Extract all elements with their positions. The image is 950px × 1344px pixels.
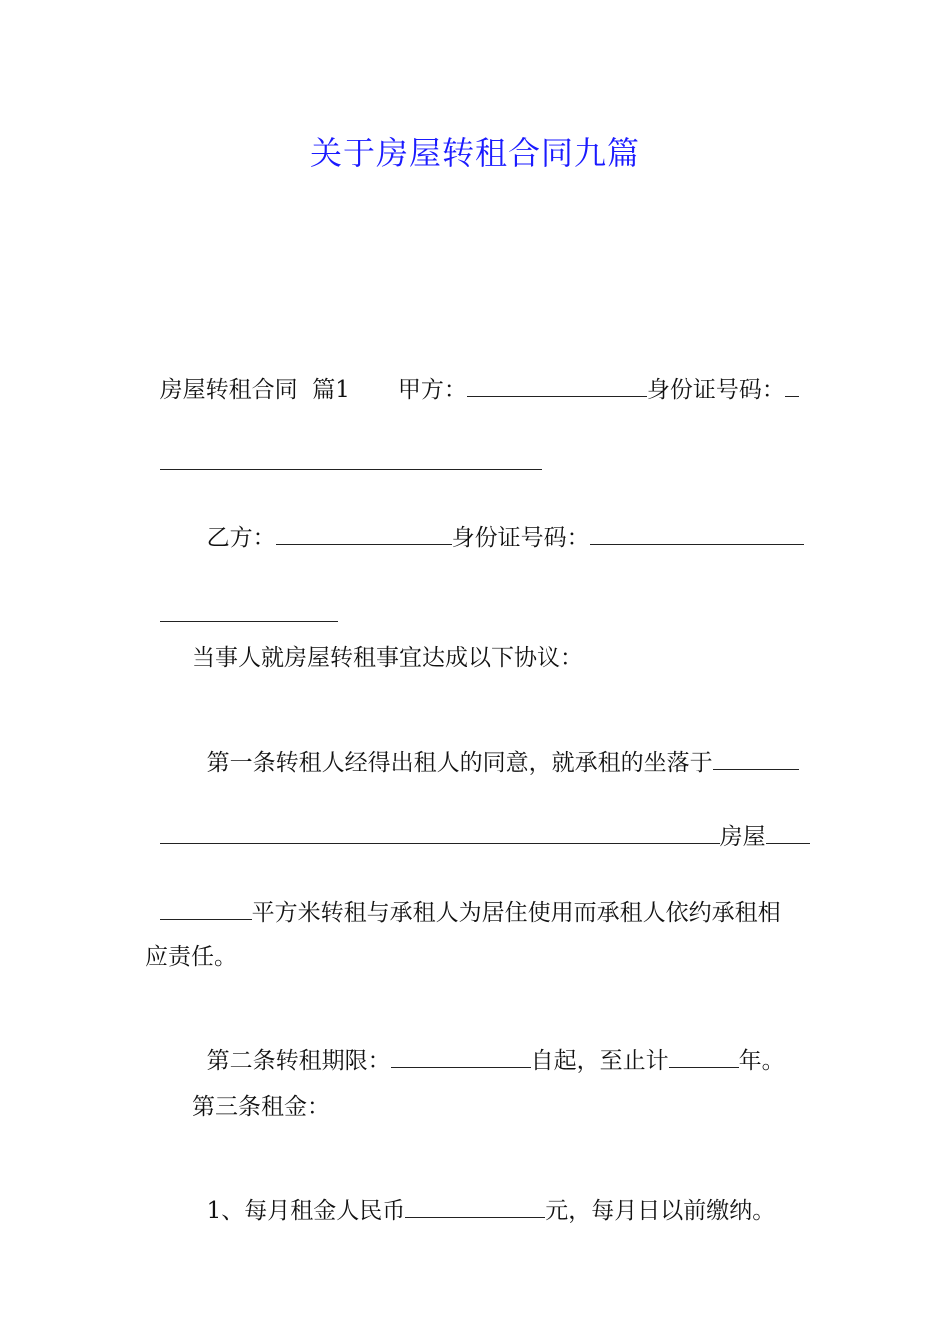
- article-1-line-4: 应责任。: [145, 944, 237, 970]
- article-2-label: 第二条转租期限：: [206, 1048, 391, 1074]
- article-1-line-1: [192, 718, 810, 778]
- party-a-name-blank: [467, 376, 647, 397]
- area-blank: [160, 899, 252, 920]
- term-start-blank: [391, 1047, 531, 1068]
- party-b-label: 乙方：: [206, 525, 276, 551]
- agreement-intro: 当事人就房屋转租事宜达成以下协议：: [192, 645, 583, 671]
- article-1-line-3: [145, 868, 810, 928]
- article-1-line-2: [145, 792, 810, 852]
- house-label: 房屋: [719, 824, 766, 850]
- party-b-name-blank: [276, 524, 452, 545]
- term-text: 自起，至止计: [530, 1048, 669, 1074]
- party-a-id-continuation: [145, 418, 810, 478]
- term-years-suffix: 年。: [738, 1048, 785, 1074]
- party-b-id-label: 身份证号码：: [451, 525, 590, 551]
- page-title: 关于房屋转租合同九篇: [309, 134, 640, 172]
- contract-heading: 房屋转租合同 篇1: [159, 377, 350, 403]
- party-b-line: [192, 493, 810, 553]
- party-a-id-blank: [160, 449, 542, 470]
- area-blank-start: [766, 823, 810, 844]
- party-a-line: [145, 345, 810, 405]
- rent-line: [192, 1166, 810, 1226]
- party-b-id-blank: [160, 601, 338, 622]
- party-a-label: 甲方：: [397, 377, 467, 403]
- party-b-id-continuation: [145, 570, 810, 630]
- term-years-blank: [669, 1047, 739, 1068]
- rent-amount-blank: [405, 1197, 545, 1218]
- rent-text: 元，每月日以前缴纳。: [545, 1198, 776, 1224]
- article-1-text-cont: 平方米转租与承租人为居住使用而承租人依约承租相: [251, 900, 781, 926]
- location-blank: [160, 823, 720, 844]
- rent-label: 1、每月租金人民币: [206, 1198, 406, 1224]
- article-2-line: [192, 1016, 810, 1076]
- party-a-id-label: 身份证号码：: [646, 377, 785, 403]
- article-1-text: 第一条转租人经得出租人的同意，就承租的坐落于: [206, 750, 713, 776]
- party-a-id-blank-start: [785, 376, 799, 397]
- location-blank-start: [713, 749, 799, 770]
- party-b-id-blank-start: [590, 524, 804, 545]
- article-3-heading: 第三条租金：: [192, 1094, 330, 1120]
